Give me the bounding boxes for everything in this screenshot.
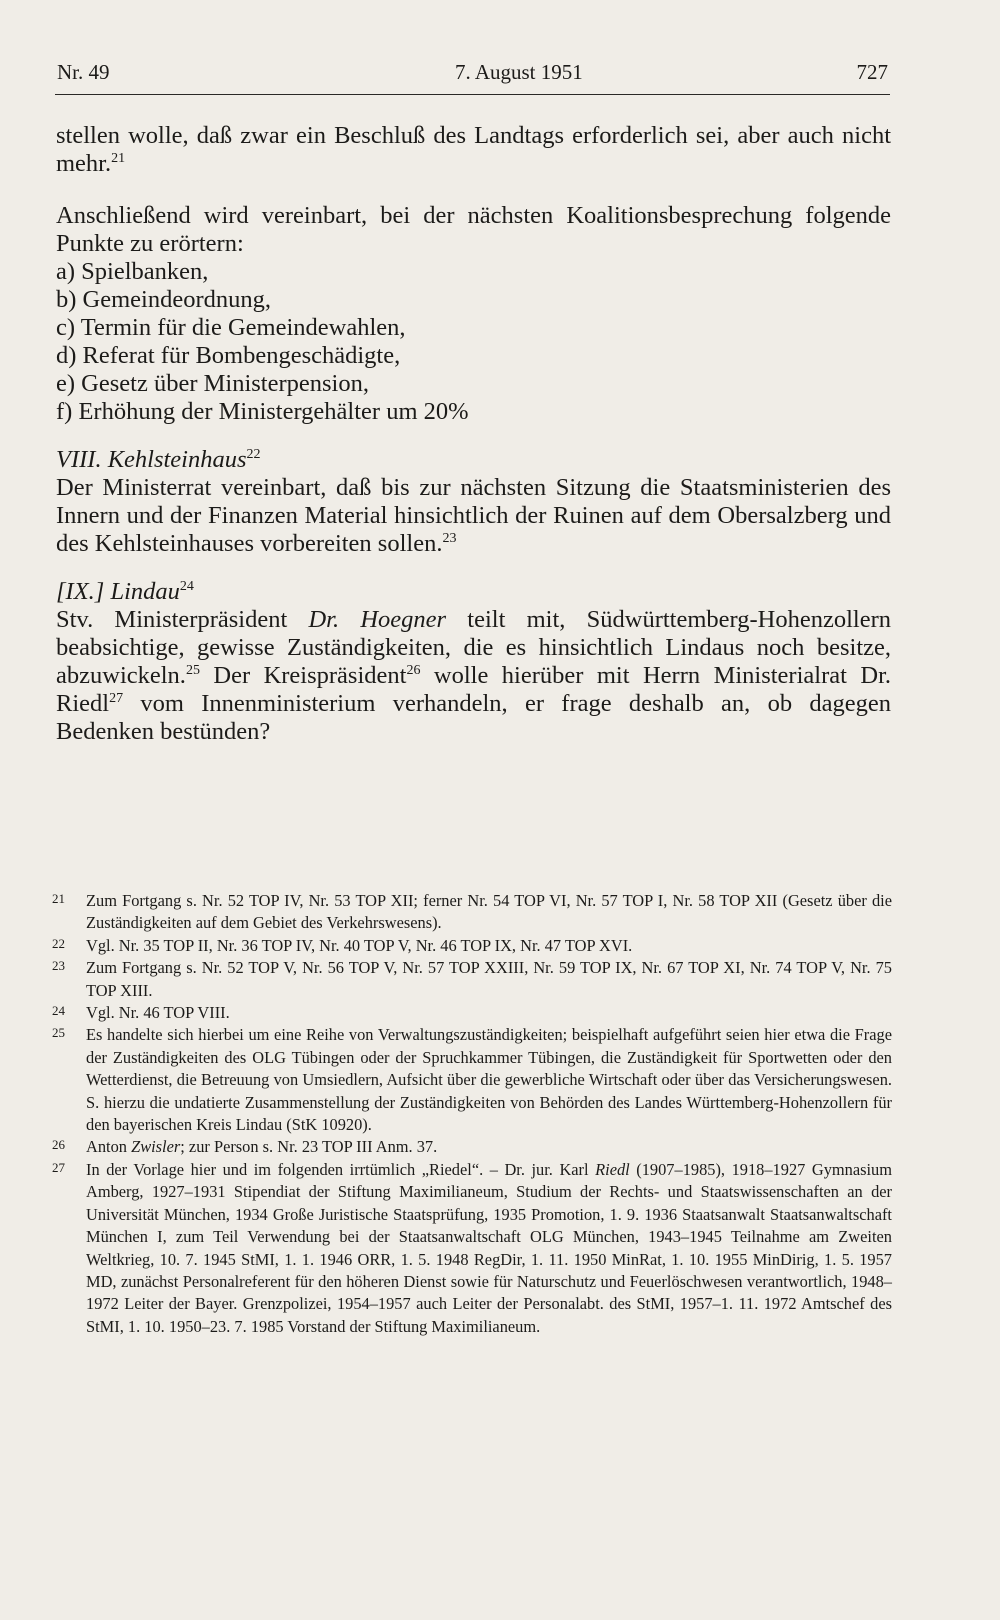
section-heading-viii: VIII. Kehlsteinhaus$^{22}$ [56, 446, 261, 473]
page-number: 727 [856, 60, 888, 84]
agenda-list [56, 258, 891, 426]
list-item: c) Termin für die Gemeindewahlen, [56, 314, 406, 341]
footnote-ref-22[interactable]: 22 [246, 447, 261, 462]
footnote-ref-26[interactable]: 26 [406, 663, 421, 678]
footnote-ref-25[interactable]: 25 [185, 663, 200, 678]
footnote-22: 22 Vgl. Nr. 35 TOP II, Nr. 36 TOP IV, Nr. 40 TOP V, Nr. 46 TOP IX, Nr. 47 TOP XVI. [52, 935, 633, 955]
footnote-ref-27[interactable]: 27 [109, 691, 124, 706]
paragraph-continuation: stellen wolle, daß zwar ein Beschluß des Landtags erforderlich sei, aber auch nicht mehr.$^{21}$ [56, 122, 891, 177]
header-date: 7. August 1951 [455, 60, 583, 84]
list-item: e) Gesetz über Ministerpension, [56, 370, 369, 397]
list-item: b) Gemeindeordnung, [56, 286, 271, 313]
footnote-ref-24[interactable]: 24 [179, 579, 194, 594]
footnote-25: 25 Es handelte sich hierbei um eine Reihe von Verwaltungszuständigkeiten; beispielhaft aufgeführt seien hier etwa die Frage der Zuständigkeiten des OLG Tübingen oder der Spruchkammer Tübingen, die Zuständigkeit für Sportwetten oder den Wetterdienst, die Betreuung von Umsiedlern, Aufsicht über die gewerbliche Wirtschaft oder über das Versicherungswesen. S. hierzu die undatierte Zusammenstellung der Zuständigkeiten von Behörden des Landes Württemberg-Hohenzollern für den bayerischen Kreis Lindau (StK 10920). [52, 1025, 892, 1135]
paragraph-kehlsteinhaus: Der Ministerrat vereinbart, daß bis zur nächsten Sitzung die Staatsministerien des Innern und der Finanzen Material hinsichtlich der Ruinen auf dem Obersalzberg und des Kehlsteinhauses vorbereiten sollen.$^{23}$ [56, 474, 891, 557]
list-item: a) Spielbanken, [56, 258, 209, 285]
footnotes [50, 890, 892, 1338]
paragraph-agreement: Anschließend wird vereinbart, bei der nächsten Koalitionsbesprechung folgende Punkte zu erörtern: [56, 202, 891, 257]
main-text [56, 122, 891, 746]
footnote-21: 21 Zum Fortgang s. Nr. 52 TOP IV, Nr. 53 TOP XII; ferner Nr. 54 TOP VI, Nr. 57 TOP I, Nr. 58 TOP XII (Gesetz über die Zuständigkeiten auf dem Gebiet des Verkehrswesens). [52, 891, 892, 933]
paragraph-lindau: Stv. Ministerpräsident Dr. Hoegner teilt mit, Südwürttemberg-Hohenzollern beabsichtige, gewisse Zuständigkeiten, die es hinsichtlich Lindaus noch besitze, abzuwickeln.$^{25}$ Der Kreispräsident$^{26}$ wolle hierüber mit Herrn Ministerialrat Dr. Riedl$^{27}$ vom Innenministerium verhandeln, er frage deshalb an, ob dagegen Bedenken bestünden? [56, 606, 891, 745]
person-name: Hoegner [360, 606, 447, 633]
footnote-26: 26 Anton Zwisler; zur Person s. Nr. 23 TOP III Anm. 37. [52, 1137, 438, 1157]
footnote-23: 23 Zum Fortgang s. Nr. 52 TOP V, Nr. 56 TOP V, Nr. 57 TOP XXIII, Nr. 59 TOP IX, Nr. 67 TOP XI, Nr. 74 TOP V, Nr. 75 TOP XIII. [52, 958, 892, 1000]
document-number: Nr. 49 [57, 60, 110, 84]
footnote-27: 27 In der Vorlage hier und im folgenden irrtümlich „Riedel“. – Dr. jur. Karl Riedl (1907–1985), 1918–1927 Gymnasium Amberg, 1927–1931 Stipendiat der Stiftung Maximilianeum, Studium der Rechts- und Staatswissenschaften an der Universität München, 1934 Große Juristische Staatsprüfung, 1935 Promotion, 1. 9. 1936 Staatsanwalt Staatsanwaltschaft München I, zum Teil Verwendung bei der Staatsanwaltschaft OLG München, 1943–1945 Teilnahme am Zweiten Weltkrieg, 10. 7. 1945 StMI, 1. 1. 1946 ORR, 1. 5. 1948 RegDir, 1. 11. 1950 MinRat, 1. 10. 1955 MinDirig, 1. 5. 1957 MD, zunächst Personalreferent für den höheren Dienst sowie für Naturschutz und Feuerlöschwesen verantwortlich, 1948–1972 Leiter der Bayer. Grenzpolizei, 1954–1957 auch Leiter der Personalabt. des StMI, 1957–1. 11. 1972 Amtschef des StMI, 1. 10. 1950–23. 7. 1985 Vorstand der Stiftung Maximilianeum. [52, 1159, 893, 1336]
list-item: d) Referat für Bombengeschädigte, [56, 342, 401, 369]
list-item: f) Erhöhung der Ministergehälter um 20% [56, 398, 469, 425]
section-heading-ix: [IX.] Lindau$^{24}$ [56, 578, 194, 605]
footnote-ref-21[interactable]: 21 [111, 151, 126, 166]
footnote-ref-23[interactable]: 23 [442, 531, 457, 546]
footnote-24: 24 Vgl. Nr. 46 TOP VIII. [52, 1003, 230, 1023]
running-header [55, 58, 890, 95]
